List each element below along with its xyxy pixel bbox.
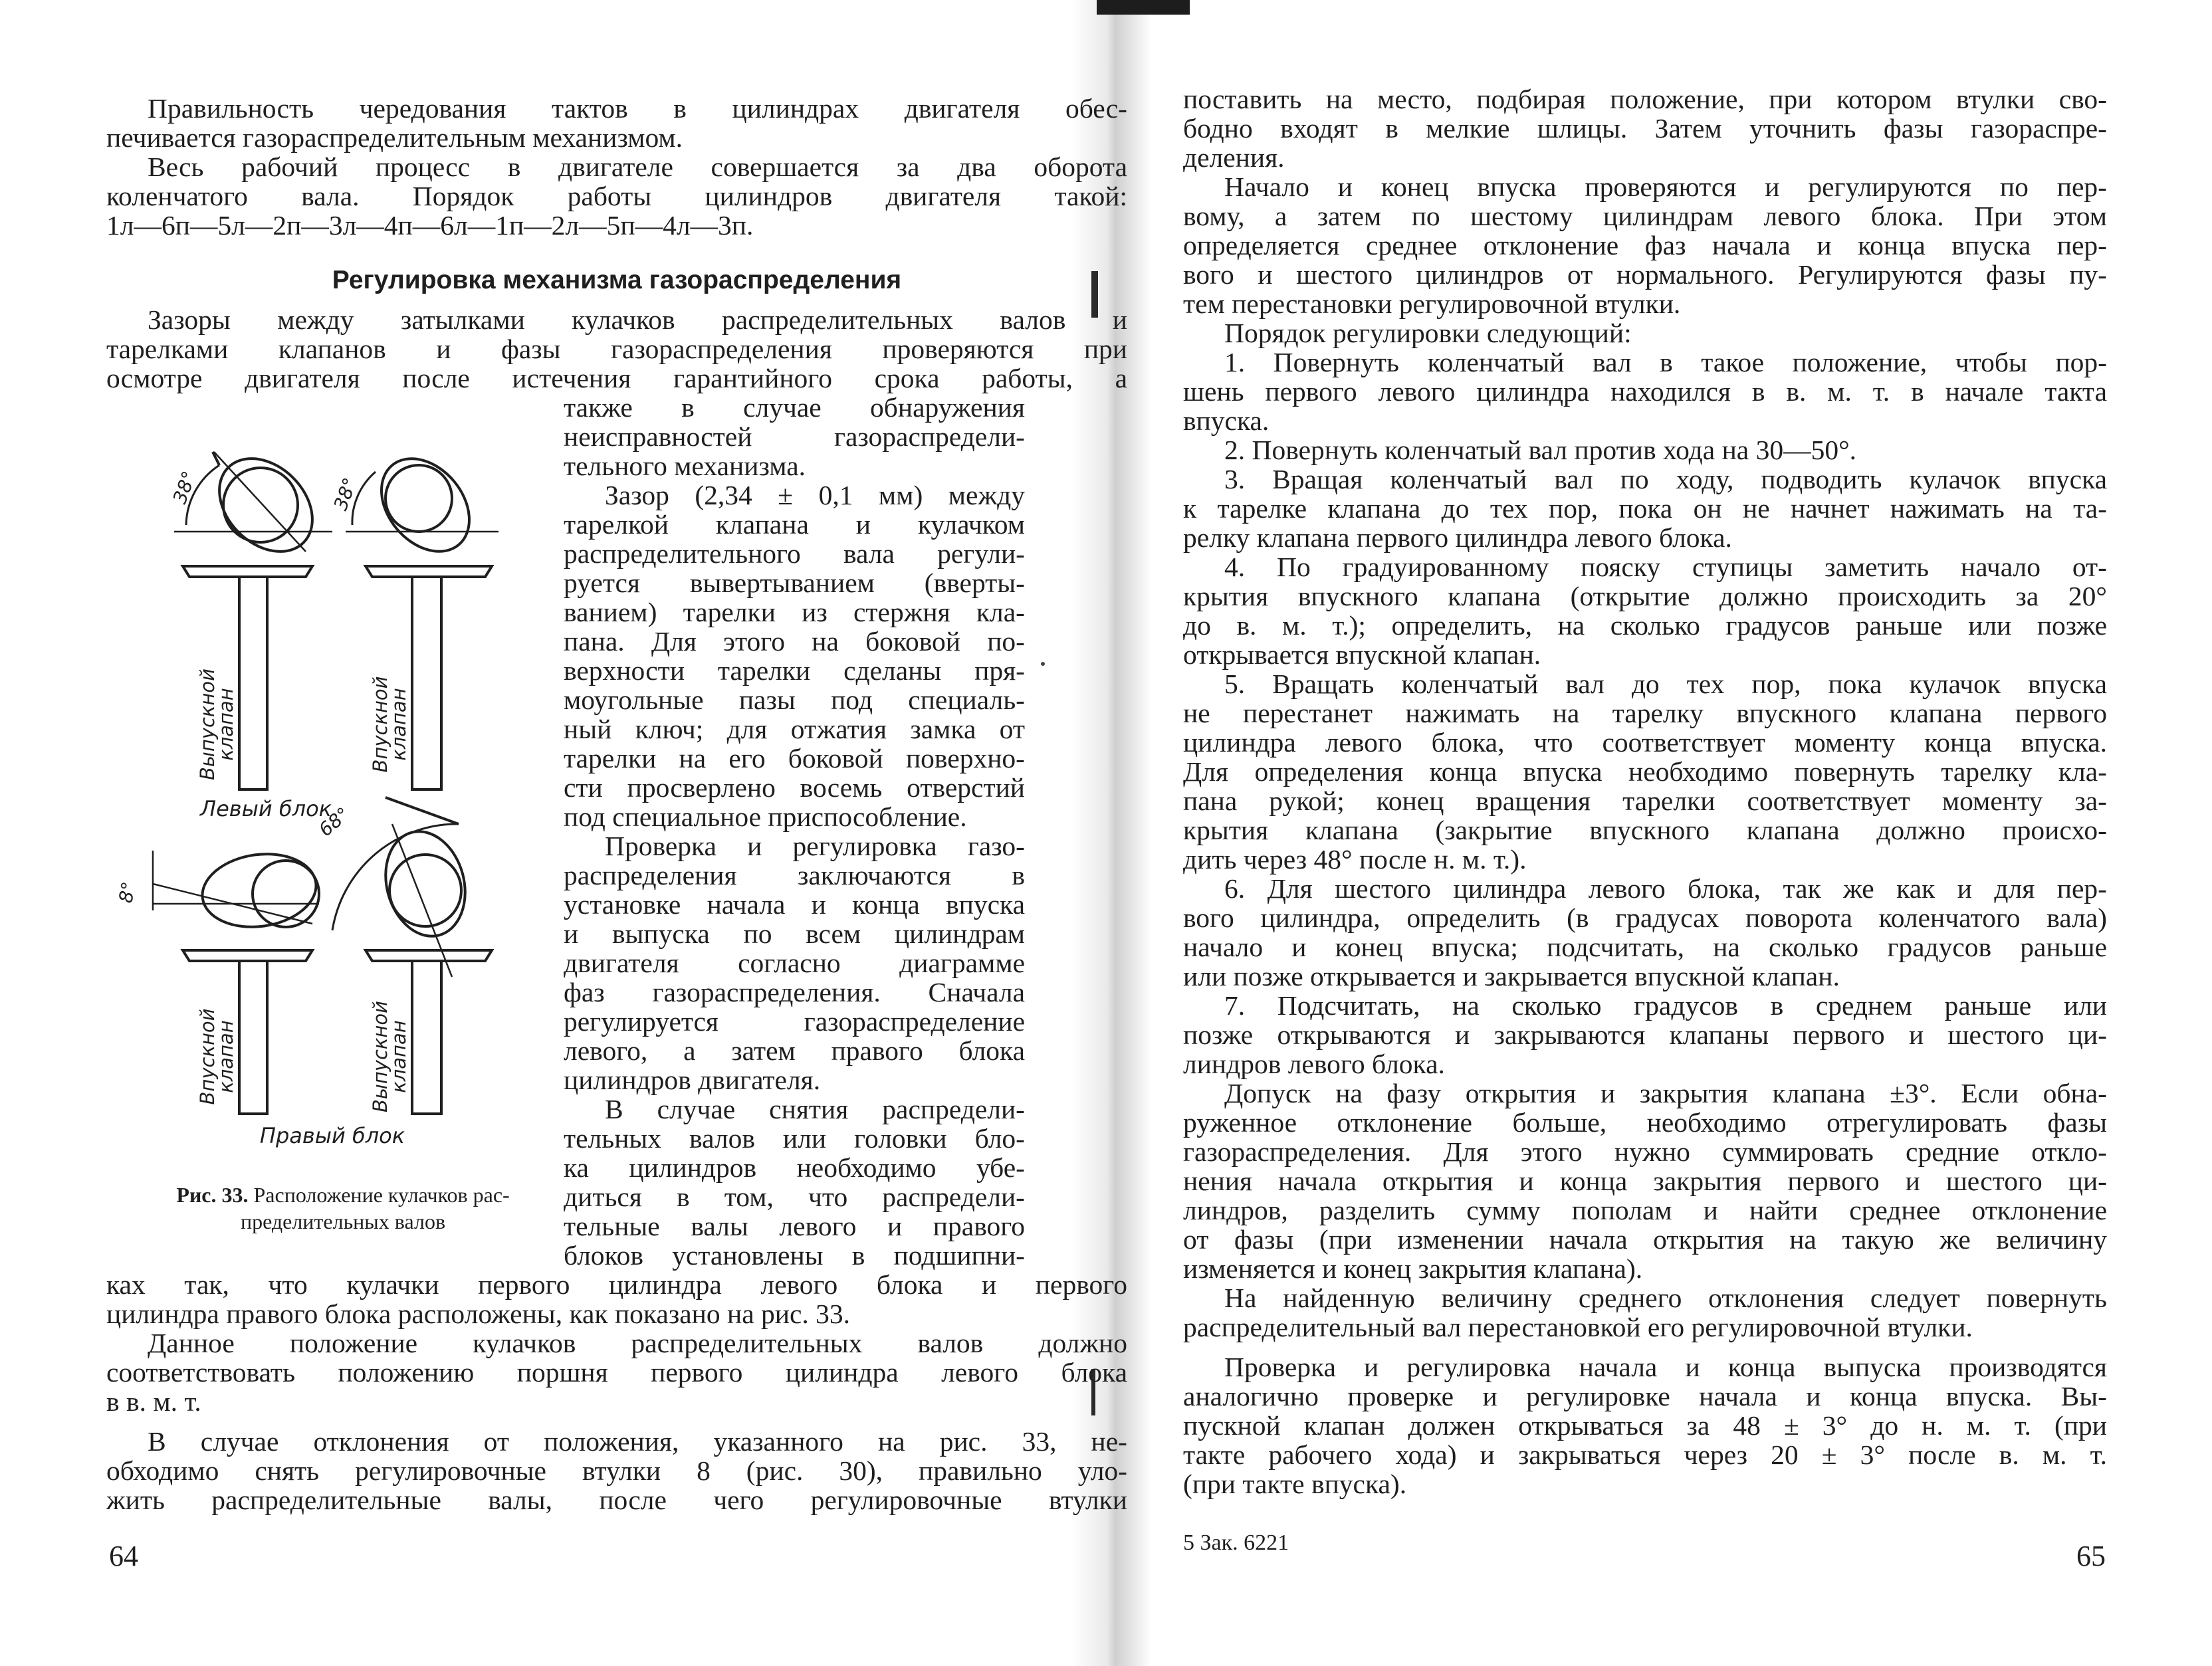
column-line: также в случае обнаружения xyxy=(564,392,1025,423)
caption-text: пределительных валов xyxy=(240,1209,446,1233)
right-line: впуска. xyxy=(1183,405,1270,436)
column-line: верхности тарелки сделаны пря- xyxy=(564,655,1025,686)
tail-line: обходимо снять регулировочные втулки 8 (рис. 30), правильно уло- xyxy=(106,1455,1127,1486)
tail-line: Данное положение кулачков распределительных валов должно xyxy=(148,1328,1127,1358)
column-line: руется вывертыванием (вверты- xyxy=(564,568,1025,598)
column-line: ный ключ; для отжатия замка от xyxy=(564,714,1025,744)
column-line: и выпуска по всем цилиндрам xyxy=(564,918,1025,949)
right-line: бодно входят в мелкие шлицы. Затем уточнить фазы газораспре- xyxy=(1183,113,2107,144)
column-line: регулируется газораспределение xyxy=(564,1006,1025,1037)
valve-label: Впускной xyxy=(196,1008,219,1105)
column-line: ванием) тарелки из стержня кла- xyxy=(564,597,1025,627)
right-line: крытия впускного клапана (открытие должно происходить за 20° xyxy=(1183,581,2107,611)
right-line: от фазы (при изменении начала открытия на такую же величину xyxy=(1183,1224,2107,1255)
body-line-1: Зазоры между затылками кулачков распределительных валов и xyxy=(148,304,1127,335)
right-line: 4. По градуированному пояску ступицы заметить начало от- xyxy=(1224,552,2107,582)
caption-text: Расположение кулачков рас- xyxy=(253,1183,510,1207)
right-line: вого и шестого цилиндров от нормального. Регулируются фазы пу- xyxy=(1183,259,2107,290)
right-line: аналогично проверке и регулировке начала и конца впуска. Вы- xyxy=(1183,1381,2107,1411)
tail-line: ках так, что кулачки первого цилиндра левого блока и первого xyxy=(106,1269,1127,1300)
intro-line-1: Правильность чередования тактов в цилиндрах двигателя обес- xyxy=(148,93,1127,124)
intro-line-2: печивается газораспределительным механизмом. xyxy=(106,122,683,153)
column-line: пана. Для этого на боковой по- xyxy=(564,626,1025,657)
column-line: В случае снятия распредели- xyxy=(605,1094,1025,1124)
column-line: фаз газораспределения. Сначала xyxy=(564,977,1025,1007)
right-line: тем перестановки регулировочной втулки. xyxy=(1183,288,1681,319)
column-line: тельных валов или головки бло- xyxy=(564,1123,1025,1154)
right-line: определяется среднее отклонение фаз начала и конца впуска пер- xyxy=(1183,230,2107,260)
tail-line: в в. м. т. xyxy=(106,1386,201,1417)
right-line: вого цилиндра, определить (в градусах поворота коленчатого вала) xyxy=(1183,902,2107,933)
right-line: вому, а затем по шестому цилиндрам левого блока. При этом xyxy=(1183,201,2107,231)
right-line: деления. xyxy=(1183,142,1285,173)
valve-label: Впускной xyxy=(369,676,391,773)
right-line: На найденную величину среднего отклонения следует повернуть xyxy=(1224,1283,2107,1313)
right-line: пана рукой; конец вращения тарелки соответствует моменту за- xyxy=(1183,785,2107,816)
right-line: 2. Повернуть коленчатый вал против хода на 30—50°. xyxy=(1224,435,1857,465)
column-line: ка цилиндров необходимо убе- xyxy=(564,1152,1025,1183)
figure-cam-positions xyxy=(113,425,552,1176)
right-line: Проверка и регулировка начала и конца выпуска производятся xyxy=(1224,1352,2107,1382)
right-line: не перестанет нажимать на тарелку впускного клапана первого xyxy=(1183,698,2107,728)
right-line: шень первого левого цилиндра находился в в. м. т. в начале такта xyxy=(1183,376,2107,407)
column-line: двигателя согласно диаграмме xyxy=(564,948,1025,978)
cam-diagram xyxy=(113,425,552,1176)
right-line: (при такте впуска). xyxy=(1183,1469,1407,1499)
column-line: тарелки на его боковой поверхно- xyxy=(564,743,1025,774)
tail-line: жить распределительные валы, после чего регулировочные втулки xyxy=(106,1485,1127,1515)
page-number-right: 65 xyxy=(2076,1540,2106,1572)
column-line: Зазор (2,34 ± 0,1 мм) между xyxy=(605,480,1025,510)
column-line: диться в том, что распредели- xyxy=(564,1182,1025,1212)
right-line: позже открываются и закрываются клапаны первого и шестого ци- xyxy=(1183,1019,2107,1050)
right-line: такте рабочего хода) и закрываться через 20 ± 3° после в. м. т. xyxy=(1183,1439,2107,1470)
right-line: или позже открывается и закрывается впускной клапан. xyxy=(1183,961,1840,991)
column-line: сти просверлено восемь отверстий xyxy=(564,772,1025,803)
body-line-3: осмотре двигателя после истечения гарантийного срока работы, а xyxy=(106,363,1127,393)
firing-order: 1л—6п—5л—2п—3л—4п—6л—1п—2л—5п—4л—3п. xyxy=(106,210,754,241)
right-line: газораспределения. Для этого нужно суммировать средние откло- xyxy=(1183,1136,2107,1167)
column-line: тельного механизма. xyxy=(564,451,806,481)
right-line: крытия клапана (закрытие впускного клапана должно происхо- xyxy=(1183,815,2107,845)
right-line: дить через 48° после н. м. т.). xyxy=(1183,844,1527,875)
right-line: пускной клапан должен открываться за 48 ± 3° до н. м. т. (при xyxy=(1183,1410,2107,1441)
right-line: начало и конец впуска; подсчитать, на сколько градусов раньше xyxy=(1183,932,2107,962)
intro-line-4: коленчатого вала. Порядок работы цилиндров двигателя такой: xyxy=(106,181,1127,211)
right-line: 6. Для шестого цилиндра левого блока, так же как и для пер- xyxy=(1224,873,2107,904)
tail-line: соответствовать положению поршня первого цилиндра левого блока xyxy=(106,1357,1127,1388)
right-line: до в. м. т.); определить, на сколько градусов раньше или позже xyxy=(1183,610,2107,641)
angle-label: 8° xyxy=(114,880,140,905)
right-line: руженное отклонение больше, необходимо отрегулировать фазы xyxy=(1183,1107,2107,1138)
column-line: установке начала и конца впуска xyxy=(564,889,1025,920)
column-line: распределения заключаются в xyxy=(564,860,1025,890)
right-line: 1. Повернуть коленчатый вал в такое положение, чтобы пор- xyxy=(1224,347,2107,377)
angle-label: 38° xyxy=(168,468,201,507)
right-line: изменяется и конец закрытия клапана). xyxy=(1183,1253,1643,1284)
column-line: левого, а затем правого блока xyxy=(564,1035,1025,1066)
right-line: 5. Вращать коленчатый вал до тех пор, пока кулачок впуска xyxy=(1224,669,2107,699)
valve-label: Выпускной xyxy=(196,669,219,780)
right-line: линдров левого блока. xyxy=(1183,1049,1445,1079)
column-line: тарелкой клапана и кулачком xyxy=(564,509,1025,540)
right-line: релку клапана первого цилиндра левого блока. xyxy=(1183,522,1732,553)
column-line: моугольные пазы под специаль- xyxy=(564,684,1025,715)
column-line: тельные валы левого и правого xyxy=(564,1211,1025,1241)
right-line: Начало и конец впуска проверяются и регулируются по пер- xyxy=(1224,171,2107,202)
column-line: блоков установлены в подшипни- xyxy=(564,1240,1025,1271)
column-line: под специальное приспособление. xyxy=(564,801,967,832)
intro-line-3: Весь рабочий процесс в двигателе совершается за два оборота xyxy=(148,152,1127,182)
section-heading: Регулировка механизма газораспределения xyxy=(332,266,902,294)
right-line: поставить на место, подбирая положение, при котором втулки сво- xyxy=(1183,84,2107,114)
column-line: распределительного вала регули- xyxy=(564,538,1025,569)
valve-label: клапан xyxy=(387,1020,410,1093)
print-order-footer: 5 Зак. 6221 xyxy=(1183,1530,1289,1555)
right-line: Порядок регулировки следующий: xyxy=(1224,318,1632,348)
right-block-label: Правый блок xyxy=(259,1123,405,1148)
spine-top-edge xyxy=(1097,0,1190,15)
tail-line: В случае отклонения от положения, указанного на рис. 33, не- xyxy=(148,1426,1127,1457)
angle-label: 68° xyxy=(314,803,354,841)
tail-line: цилиндра правого блока расположены, как показано на рис. 33. xyxy=(106,1299,851,1329)
right-line: цилиндра левого блока, что соответствует моменту конца впуска. xyxy=(1183,727,2107,758)
angle-label: 38° xyxy=(329,474,362,514)
valve-label: клапан xyxy=(215,1020,237,1093)
column-line: цилиндров двигателя. xyxy=(564,1065,821,1095)
left-block-label: Левый блок xyxy=(200,796,332,821)
figure-caption xyxy=(124,1182,562,1235)
right-block-exhaust-cam xyxy=(332,797,492,1114)
valve-label: Выпускной xyxy=(369,1001,391,1112)
right-line: открывается впускной клапан. xyxy=(1183,639,1541,670)
right-line: Для определения конца впуска необходимо повернуть тарелку кла- xyxy=(1183,756,2107,787)
body-line-2: тарелками клапанов и фазы газораспределения проверяются при xyxy=(106,334,1127,364)
right-line: 3. Вращая коленчатый вал по ходу, подводить кулачок впуска xyxy=(1224,464,2107,494)
valve-label: клапан xyxy=(387,688,410,761)
column-line: Проверка и регулировка газо- xyxy=(605,831,1025,861)
right-line: распределительный вал перестановкой его регулировочной втулки. xyxy=(1183,1312,1973,1342)
right-line: линдров, разделить сумму пополам и найти среднее отклонение xyxy=(1183,1195,2107,1225)
caption-label: Рис. 33. xyxy=(176,1183,249,1207)
right-line: к тарелке клапана до тех пор, пока он не начнет нажимать на та- xyxy=(1183,493,2107,524)
right-line: нения начала открытия и конца закрытия первого и шестого ци- xyxy=(1183,1166,2107,1196)
valve-label: клапан xyxy=(215,688,237,761)
column-line: неисправностей газораспредели- xyxy=(564,421,1025,452)
right-line: Допуск на фазу открытия и закрытия клапана ±3°. Если обна- xyxy=(1224,1078,2107,1108)
page-number-left: 64 xyxy=(109,1540,138,1572)
right-line: 7. Подсчитать, на сколько градусов в среднем раньше или xyxy=(1224,990,2107,1021)
